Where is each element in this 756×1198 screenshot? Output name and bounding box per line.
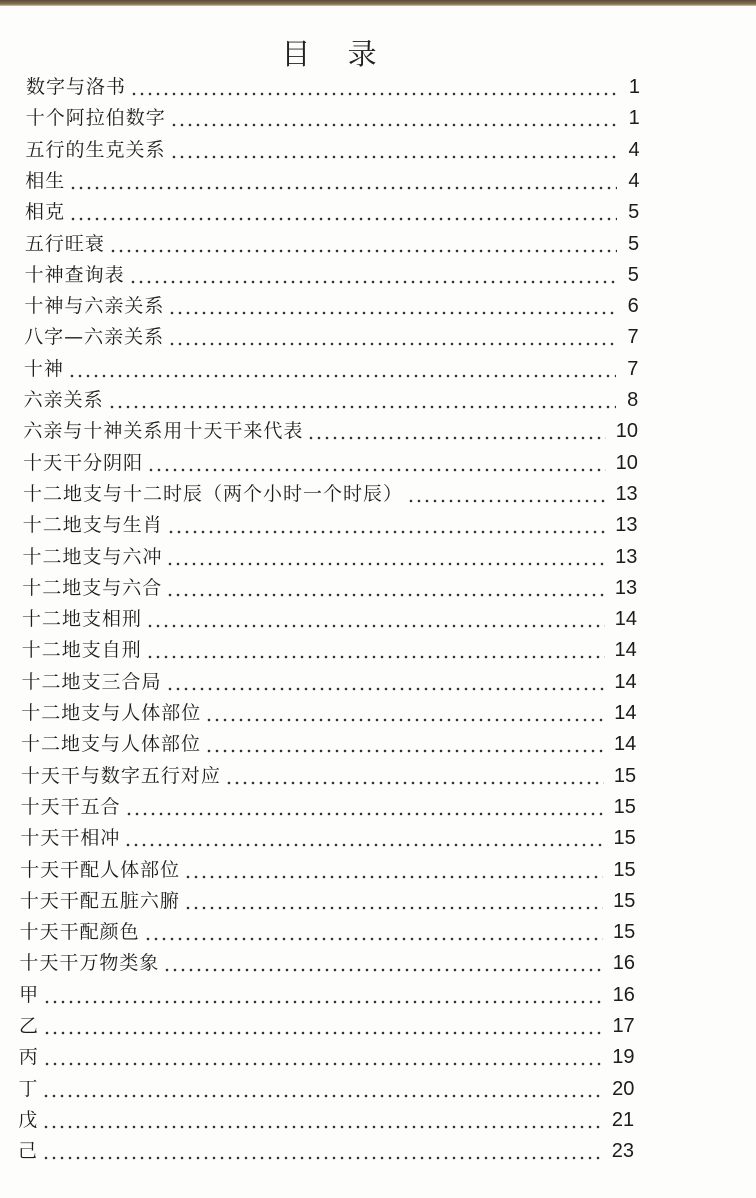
toc-entry-page-number: 4 (628, 169, 640, 192)
toc-entry[interactable] (22, 542, 637, 573)
dot-leader (125, 792, 604, 823)
toc-entry-page-number: 15 (613, 858, 636, 881)
toc-entry-label: 十天干万物类象 (19, 952, 160, 975)
toc-entry-page-number: 1 (628, 107, 640, 130)
document-page (0, 6, 756, 1198)
dot-leader (184, 855, 603, 886)
toc-entry-page-number: 13 (615, 514, 638, 537)
toc-entry-page-number: 14 (614, 608, 637, 631)
dot-leader (43, 980, 602, 1011)
dot-leader (42, 1074, 602, 1105)
dot-leader (205, 729, 604, 760)
dot-leader (168, 322, 616, 353)
toc-entry-label: 十二地支与人体部位 (21, 733, 202, 756)
toc-entry-label: 十二地支自刑 (21, 639, 142, 662)
toc-entry-label: 十二地支与六冲 (22, 545, 163, 568)
toc-entry-label: 丙 (18, 1046, 39, 1069)
toc-entry[interactable] (21, 792, 636, 823)
toc-entry-label: 十神 (23, 357, 64, 380)
toc-entry-label: 十天干配人体部位 (20, 858, 181, 881)
toc-entry[interactable] (18, 1074, 634, 1105)
dot-leader (147, 448, 605, 479)
dot-leader (124, 823, 603, 854)
toc-entry-label: 十天干五合 (20, 795, 121, 818)
toc-entry-label: 十二地支与生肖 (22, 514, 163, 537)
toc-entry-label: 六亲关系 (23, 389, 104, 411)
dot-leader (167, 510, 606, 541)
toc-entry[interactable] (21, 729, 636, 760)
toc-entry-page-number: 5 (627, 232, 640, 255)
toc-entry[interactable] (21, 761, 636, 792)
toc-entry[interactable] (24, 354, 639, 385)
toc-entry-page-number: 13 (614, 576, 638, 599)
toc-entry-page-number: 15 (613, 764, 637, 787)
toc-entry-label: 十神查询表 (24, 263, 125, 286)
dot-leader (43, 1042, 603, 1073)
toc-entry[interactable] (18, 1136, 634, 1167)
dot-leader (170, 135, 618, 166)
toc-entry[interactable] (20, 886, 636, 917)
toc-entry-page-number: 7 (627, 357, 639, 380)
dot-leader (166, 542, 605, 573)
toc-entry[interactable] (22, 573, 637, 604)
toc-entry[interactable] (19, 980, 635, 1011)
toc-entry[interactable] (24, 322, 638, 353)
toc-entry[interactable] (23, 416, 638, 447)
dot-leader (168, 291, 616, 322)
toc-entry-page-number: 4 (628, 138, 640, 161)
toc-entry-label: 乙 (18, 1015, 39, 1037)
dot-leader (225, 761, 604, 792)
toc-entry-label: 十个阿拉伯数字 (25, 107, 166, 130)
dot-leader (144, 917, 603, 948)
dot-leader (170, 103, 618, 134)
toc-entry-label: 十二地支与六合 (22, 576, 163, 599)
dot-leader (307, 416, 605, 447)
toc-entry-label: 相生 (25, 169, 66, 192)
toc-entry-page-number: 5 (627, 263, 639, 286)
toc-entry[interactable] (22, 604, 637, 635)
toc-entry[interactable] (22, 667, 637, 698)
toc-entry-page-number: 17 (612, 1015, 635, 1037)
toc-entry[interactable] (25, 197, 639, 228)
toc-entry-page-number: 13 (615, 482, 638, 505)
toc-entry-label: 甲 (19, 983, 40, 1006)
toc-entry-page-number: 23 (611, 1140, 634, 1163)
dot-leader (146, 635, 605, 666)
toc-entry-page-number: 15 (613, 889, 636, 912)
toc-entry[interactable] (25, 229, 639, 260)
toc-entry-page-number: 5 (628, 201, 640, 224)
toc-entry-page-number: 14 (614, 702, 637, 724)
toc-entry-label: 己 (18, 1140, 39, 1163)
toc-entry[interactable] (18, 1105, 634, 1136)
toc-entry-page-number: 20 (612, 1077, 635, 1100)
toc-entry-page-number: 6 (627, 295, 639, 318)
toc-entry[interactable] (19, 1011, 635, 1042)
page-title: 目 录 (281, 37, 391, 71)
toc-entry[interactable] (24, 291, 638, 322)
toc-entry-page-number: 10 (615, 451, 638, 474)
toc-entry-page-number: 16 (612, 952, 636, 975)
toc-entry[interactable] (21, 698, 636, 729)
toc-entry-label: 五行的生克关系 (25, 138, 166, 161)
toc-entry-label: 十天干配五脏六腑 (19, 889, 180, 912)
toc-entry-label: 六亲与十神关系用十天干来代表 (23, 420, 304, 443)
toc-entry-page-number: 7 (627, 326, 639, 349)
toc-entry-label: 十天干配颜色 (19, 921, 140, 944)
dot-leader (163, 948, 602, 979)
dot-leader (68, 354, 617, 385)
dot-leader (205, 698, 604, 729)
toc-entry-label: 八字—六亲关系 (24, 326, 165, 349)
toc-entry-label: 十神与六亲关系 (24, 295, 165, 318)
dot-leader (407, 479, 605, 510)
toc-entry-page-number: 10 (615, 420, 639, 443)
toc-entry[interactable] (20, 823, 635, 854)
dot-leader (42, 1136, 602, 1167)
toc-entry[interactable] (20, 917, 636, 948)
toc-entry[interactable] (23, 479, 638, 510)
toc-entry[interactable] (26, 103, 640, 134)
toc-entry-label: 相克 (25, 201, 66, 224)
toc-entry-label: 十二地支与人体部位 (21, 702, 202, 724)
dot-leader (69, 166, 617, 197)
toc-entry-label: 十二地支三合局 (21, 670, 162, 693)
toc-entry-page-number: 19 (612, 1046, 635, 1069)
toc-entry[interactable] (24, 385, 639, 416)
dot-leader (69, 197, 617, 228)
toc-entry-page-number: 15 (613, 827, 636, 850)
toc-entry-page-number: 21 (611, 1108, 635, 1131)
toc-entry-page-number: 15 (612, 921, 636, 944)
toc-entry[interactable] (19, 948, 635, 979)
toc-entry-page-number: 14 (614, 670, 637, 693)
toc-entry[interactable] (19, 1042, 635, 1073)
toc-entry-page-number: 13 (615, 545, 638, 568)
toc-entry[interactable] (22, 635, 637, 666)
toc-entry-label: 数字与洛书 (26, 76, 127, 98)
toc-entry[interactable] (25, 260, 639, 291)
toc-entry-page-number: 16 (612, 983, 635, 1006)
toc-entry[interactable] (25, 166, 639, 197)
toc-entry[interactable] (26, 72, 640, 103)
toc-entry-label: 戊 (18, 1108, 39, 1131)
dot-leader (166, 573, 605, 604)
dot-leader (43, 1011, 602, 1042)
toc-entry-label: 十天干与数字五行对应 (20, 764, 221, 787)
toc-entry[interactable] (20, 855, 635, 886)
toc-entry-page-number: 14 (614, 639, 637, 662)
toc-entry[interactable] (23, 510, 638, 541)
dot-leader (129, 260, 617, 291)
dot-leader (130, 72, 618, 103)
dot-leader (146, 604, 605, 635)
toc-entry-label: 十二地支与十二时辰（两个小时一个时辰） (22, 482, 403, 505)
toc-entry-label: 五行旺衰 (24, 232, 105, 255)
dot-leader (108, 385, 617, 416)
toc-entry[interactable] (26, 135, 640, 166)
dot-leader (42, 1105, 602, 1136)
dot-leader (184, 886, 603, 917)
toc-entry-page-number: 15 (613, 795, 636, 818)
dot-leader (166, 667, 605, 698)
dot-leader (109, 229, 617, 260)
toc-entry-page-number: 14 (614, 733, 637, 756)
toc-entry-label: 十天干相冲 (20, 827, 121, 850)
toc-entry-label: 十天干分阴阳 (23, 451, 144, 474)
toc-entry-label: 十二地支相刑 (22, 608, 143, 631)
toc-entry-page-number: 1 (628, 76, 640, 98)
toc-entry[interactable] (23, 448, 638, 479)
toc-entry-label: 丁 (18, 1077, 39, 1100)
toc-entry-page-number: 8 (627, 389, 639, 411)
